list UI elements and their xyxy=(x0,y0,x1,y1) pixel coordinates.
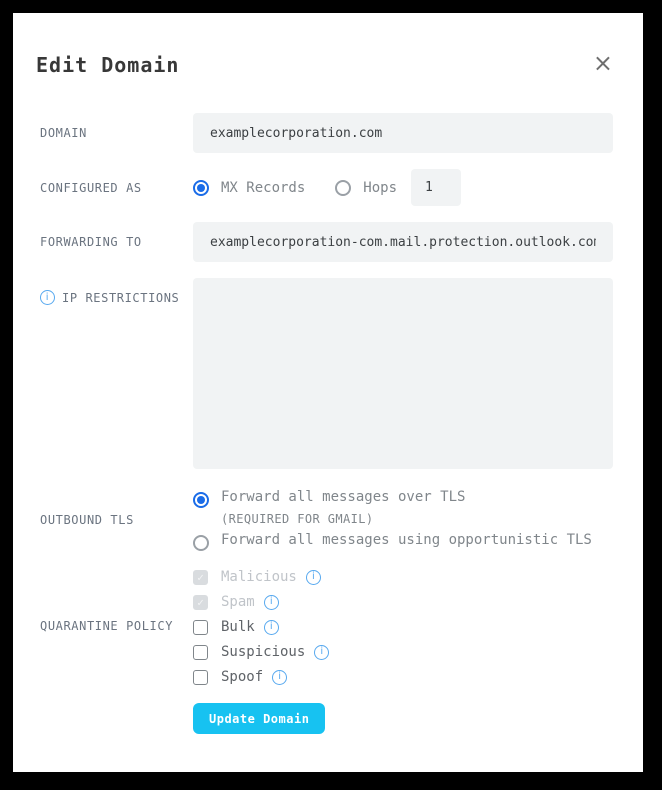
ip-restrictions-label: IP RESTRICTIONS xyxy=(62,290,180,305)
suspicious-checkbox[interactable] xyxy=(193,645,208,660)
tls-option-forced xyxy=(193,489,613,526)
spoof-checkbox[interactable] xyxy=(193,670,208,685)
modal-header xyxy=(13,13,643,77)
modal-title: Edit Domain xyxy=(36,53,180,77)
info-icon[interactable] xyxy=(40,290,55,305)
spoof-checkbox-label: Spoof xyxy=(221,669,264,685)
bulk-checkbox-label: Bulk xyxy=(221,619,255,635)
hops-count-input[interactable] xyxy=(411,169,461,206)
outbound-tls-label: OUTBOUND TLS xyxy=(40,513,134,527)
spam-checkbox-label: Spam xyxy=(221,594,255,610)
quarantine-option-spoof xyxy=(193,669,613,685)
configured-as-option-mx-records xyxy=(193,180,305,196)
tls-forced-radio[interactable] xyxy=(193,492,209,508)
edit-domain-modal xyxy=(13,13,643,772)
field-row-quarantine-policy xyxy=(13,567,643,685)
spam-checkbox xyxy=(193,595,208,610)
bulk-checkbox[interactable] xyxy=(193,620,208,635)
update-domain-button[interactable]: Update Domain xyxy=(193,703,325,734)
malicious-checkbox-label: Malicious xyxy=(221,569,297,585)
field-row-forwarding-to xyxy=(13,222,643,262)
field-row-ip-restrictions xyxy=(13,278,643,473)
quarantine-policy-label: QUARANTINE POLICY xyxy=(40,619,174,633)
field-row-domain xyxy=(13,113,643,153)
tls-opportunistic-radio-label: Forward all messages using opportunistic TLS xyxy=(221,532,592,548)
info-icon[interactable] xyxy=(314,645,329,660)
domain-input[interactable] xyxy=(193,113,613,153)
hops-radio[interactable] xyxy=(335,180,351,196)
suspicious-checkbox-label: Suspicious xyxy=(221,644,306,660)
info-icon[interactable] xyxy=(272,670,287,685)
button-row xyxy=(13,703,643,734)
ip-restrictions-textarea[interactable] xyxy=(193,278,613,469)
info-icon[interactable] xyxy=(306,570,321,585)
malicious-checkbox xyxy=(193,570,208,585)
field-row-outbound-tls xyxy=(13,489,643,551)
info-icon[interactable] xyxy=(264,595,279,610)
quarantine-option-suspicious xyxy=(193,644,613,660)
forwarding-to-input[interactable] xyxy=(193,222,613,262)
hops-radio-label: Hops xyxy=(363,179,398,196)
configured-as-label: CONFIGURED AS xyxy=(40,180,142,195)
mx-records-radio[interactable] xyxy=(193,180,209,196)
domain-label: DOMAIN xyxy=(40,126,87,140)
tls-option-opportunistic xyxy=(193,532,613,551)
configured-as-option-hops xyxy=(335,169,461,206)
quarantine-option-spam xyxy=(193,594,613,610)
close-icon[interactable]: × xyxy=(592,49,613,77)
tls-forced-radio-sublabel: (REQUIRED FOR GMAIL) xyxy=(221,512,374,526)
tls-forced-radio-label: Forward all messages over TLS xyxy=(221,489,466,505)
quarantine-option-bulk xyxy=(193,619,613,635)
mx-records-radio-label: MX Records xyxy=(221,179,306,196)
info-icon[interactable] xyxy=(264,620,279,635)
field-row-configured-as xyxy=(13,169,643,206)
edit-domain-form xyxy=(13,113,643,734)
quarantine-option-malicious xyxy=(193,569,613,585)
tls-opportunistic-radio[interactable] xyxy=(193,535,209,551)
forwarding-to-label: FORWARDING TO xyxy=(40,235,142,249)
